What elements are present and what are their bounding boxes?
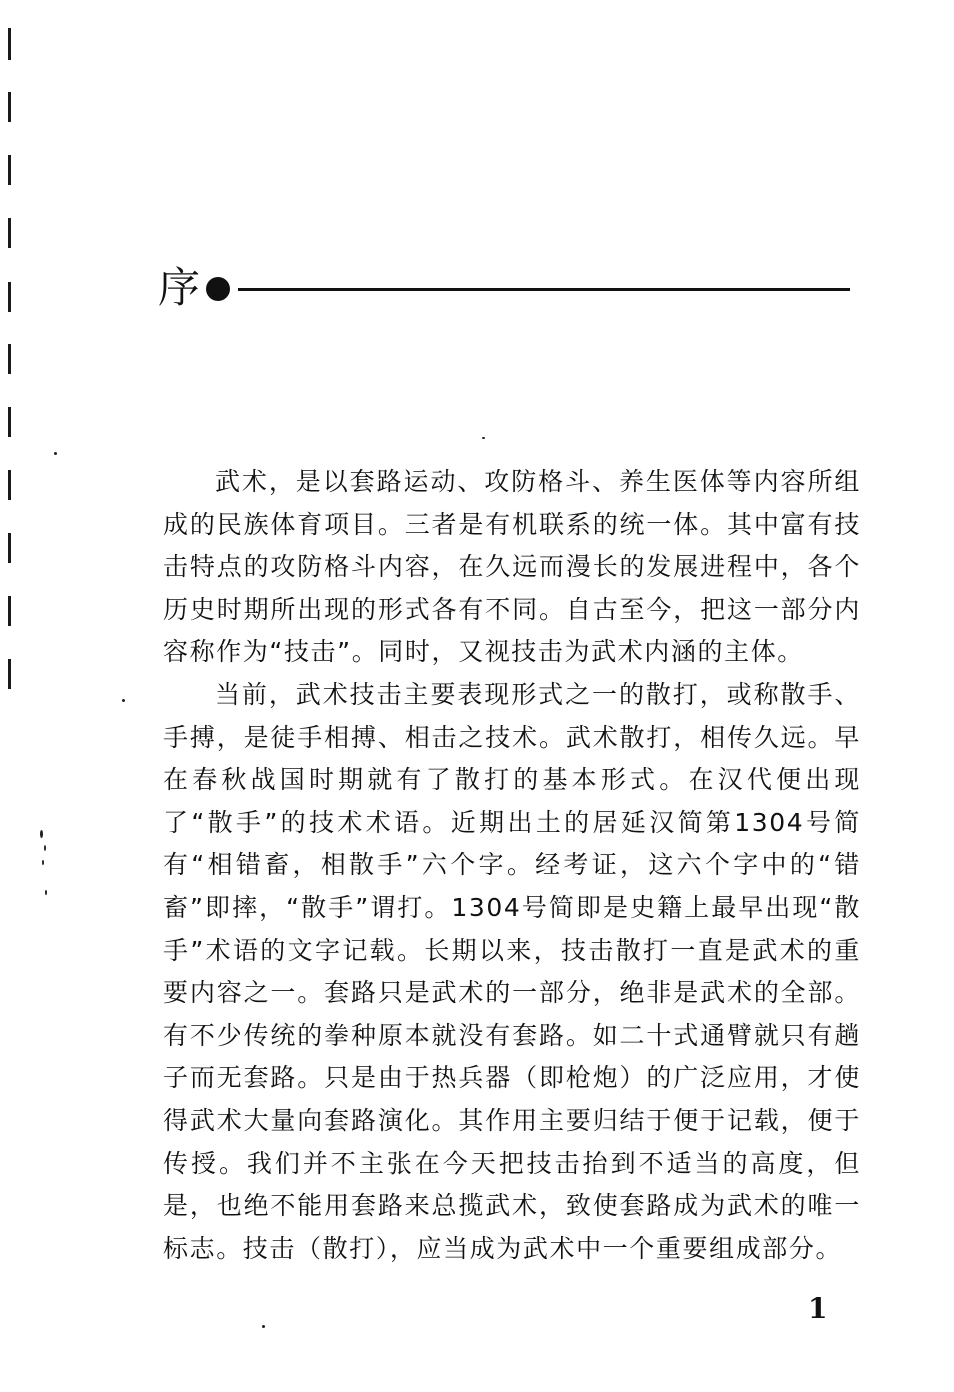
scan-speck: [45, 890, 47, 895]
scan-speck: [54, 452, 57, 455]
scan-edge-mark: [8, 659, 11, 689]
scan-speck: [42, 860, 44, 865]
heading-bullet-dot: [206, 277, 230, 301]
scan-edge-mark: [8, 407, 11, 437]
scan-edge-mark: [8, 92, 11, 122]
heading-rule: [238, 288, 850, 291]
scan-edge-mark: [8, 596, 11, 626]
scan-edge-mark: [8, 155, 11, 185]
body-text: [163, 461, 861, 1270]
scan-speck: [262, 1325, 265, 1328]
scan-speck: [122, 699, 125, 702]
scan-edge-mark: [8, 218, 11, 248]
scan-speck: [40, 830, 43, 838]
scan-edge-mark: [8, 470, 11, 500]
page-number: 1: [808, 1292, 828, 1325]
scan-speck: [44, 845, 46, 851]
scan-speck: [482, 437, 485, 439]
scan-edge-mark: [8, 533, 11, 563]
scan-edge-mark: [8, 282, 11, 312]
section-heading: [158, 258, 858, 318]
paragraph: 当前，武术技击主要表现形式之一的散打，或称散手、手搏，是徒手相搏、相击之技术。武术散打，相传久远。早在春秋战国时期就有了散打的基本形式。在汉代便出现了“散手”的技术术语。近期出土的居延汉简第1304号简有“相错畜，相散手”六个字。经考证，这六个字中的“错畜”即摔，“散手”谓打。1304号简即是史籍上最早出现“散手”术语的文字记载。长期以来，技击散打一直是武术的重要内容之一。套路只是武术的一部分，绝非是武术的全部。有不少传统的拳种原本就没有套路。如二十式通臂就只有趟子而无套路。只是由于热兵器（即枪炮）的广泛应用，才使得武术大量向套路演化。其作用主要归结于便于记载，便于传授。我们并不主张在今天把技击抬到不适当的高度，但是，也绝不能用套路来总揽武术，致使套路成为武术的唯一标志。技击（散打），应当成为武术中一个重要组成部分。: [163, 679, 861, 1263]
heading-title: 序: [158, 263, 201, 312]
paragraph: 武术，是以套路运动、攻防格斗、养生医体等内容所组成的民族体育项目。三者是有机联系的统一体。其中富有技击特点的攻防格斗内容，在久远而漫长的发展进程中，各个历史时期所出现的形式各有不同。自古至今，把这一部分内容称作为“技击”。同时，又视技击为武术内涵的主体。: [163, 467, 861, 667]
scan-edge-mark: [8, 28, 11, 60]
scan-edge-mark: [8, 344, 11, 374]
